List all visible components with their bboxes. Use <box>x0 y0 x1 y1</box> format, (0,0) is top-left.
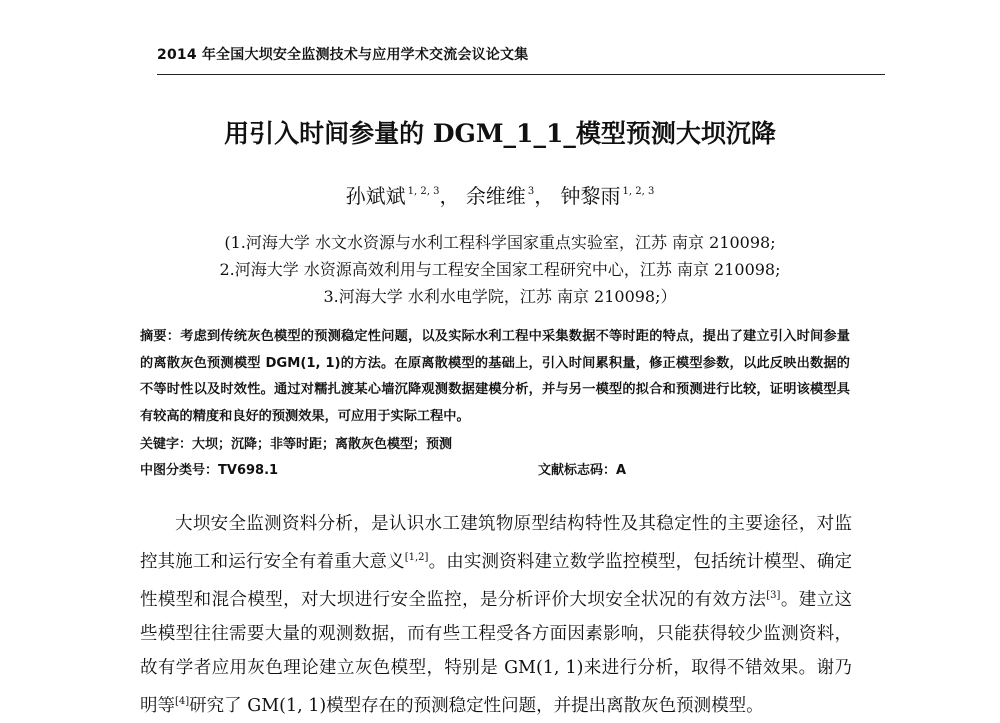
author-name: 钟黎雨 <box>560 184 621 208</box>
author-affiliation-mark: 1, 2, 3 <box>407 186 440 197</box>
author-name: 余维维 <box>465 184 526 208</box>
header-rule <box>157 74 885 75</box>
keywords-text: 大坝；沉降；非等时距；离散灰色模型；预测 <box>192 437 453 452</box>
affiliation-line: (1.河海大学 水文水资源与水利工程科学国家重点实验室，江苏 南京 210098; <box>224 233 776 252</box>
abstract <box>140 324 850 430</box>
author-affiliation-mark: 1, 2, 3 <box>622 186 655 197</box>
document-code <box>538 459 626 478</box>
author-name: 孙斌斌 <box>345 184 406 208</box>
running-head: 2014 年全国大坝安全监测技术与应用学术交流会议论文集 <box>157 47 529 63</box>
body-text-segment: 大坝安全监测资料分析，是认识水工建筑物原型结构特性及其稳定性的主要途径，对监控其施工和运行安全有着重大意义 <box>140 514 852 572</box>
citation-mark: [4] <box>175 696 190 707</box>
affiliation-line: 3.河海大学 水利水电学院，江苏 南京 210098;） <box>323 287 677 306</box>
document-code-value: A <box>616 463 627 478</box>
keywords <box>140 433 452 452</box>
body-text-segment: 研究了 GM(1, 1)模型存在的预测稳定性问题，并提出离散灰色预测模型。 <box>189 696 764 716</box>
affiliation-line: 2.河海大学 水资源高效利用与工程安全国家工程研究中心，江苏 南京 210098; <box>219 260 781 279</box>
author-separator: ， <box>534 184 555 208</box>
body-text-segment: 。建立这些模型往往需要大量的观测数据，而有些工程受各方面因素影响，只能获得较少监测资料，故有学者应用灰色理论建立灰色模型，特别是 GM(1, 1)来进行分析，取得不错效果。谢乃明等 <box>140 590 853 716</box>
author-separator: ， <box>439 184 460 208</box>
body-paragraph <box>140 507 852 723</box>
keywords-label: 关键字： <box>140 437 193 452</box>
abstract-label: 摘要： <box>140 329 181 344</box>
body-text <box>140 507 852 723</box>
author-list <box>0 180 1000 209</box>
body-text-segment: 。由实测资料建立数学监控模型，包括统计模型、确定性模型和混合模型，对大坝进行安全监控，是分析评价大坝安全状况的有效方法 <box>140 552 853 610</box>
classification-value: TV698.1 <box>218 463 279 478</box>
document-code-label: 文献标志码： <box>538 463 617 478</box>
citation-mark: [3] <box>766 590 781 601</box>
classification-line <box>140 459 850 479</box>
classification-label: 中图分类号： <box>140 463 219 478</box>
citation-mark: [1,2] <box>404 552 429 563</box>
classification-number <box>140 463 278 478</box>
abstract-text: 考虑到传统灰色模型的预测稳定性问题，以及实际水利工程中采集数据不等时距的特点，提出了建立引入时间参量的离散灰色预测模型 DGM(1, 1)的方法。在原离散模型的基础上，引入时间累积量，修正模型参数，以此反映出数据的不等时性以及时效性。通过对糯扎渡某心墙沉降观测数据建模分析，并与另一模型的拟合和预测进行比较，证明该模型具有较高的精度和良好的预测效果，可应用于实际工程中。 <box>140 329 850 424</box>
paper-title: 用引入时间参量的 DGM_1_1_模型预测大坝沉降 <box>224 119 776 148</box>
author-affiliation-mark: 3 <box>527 186 535 197</box>
